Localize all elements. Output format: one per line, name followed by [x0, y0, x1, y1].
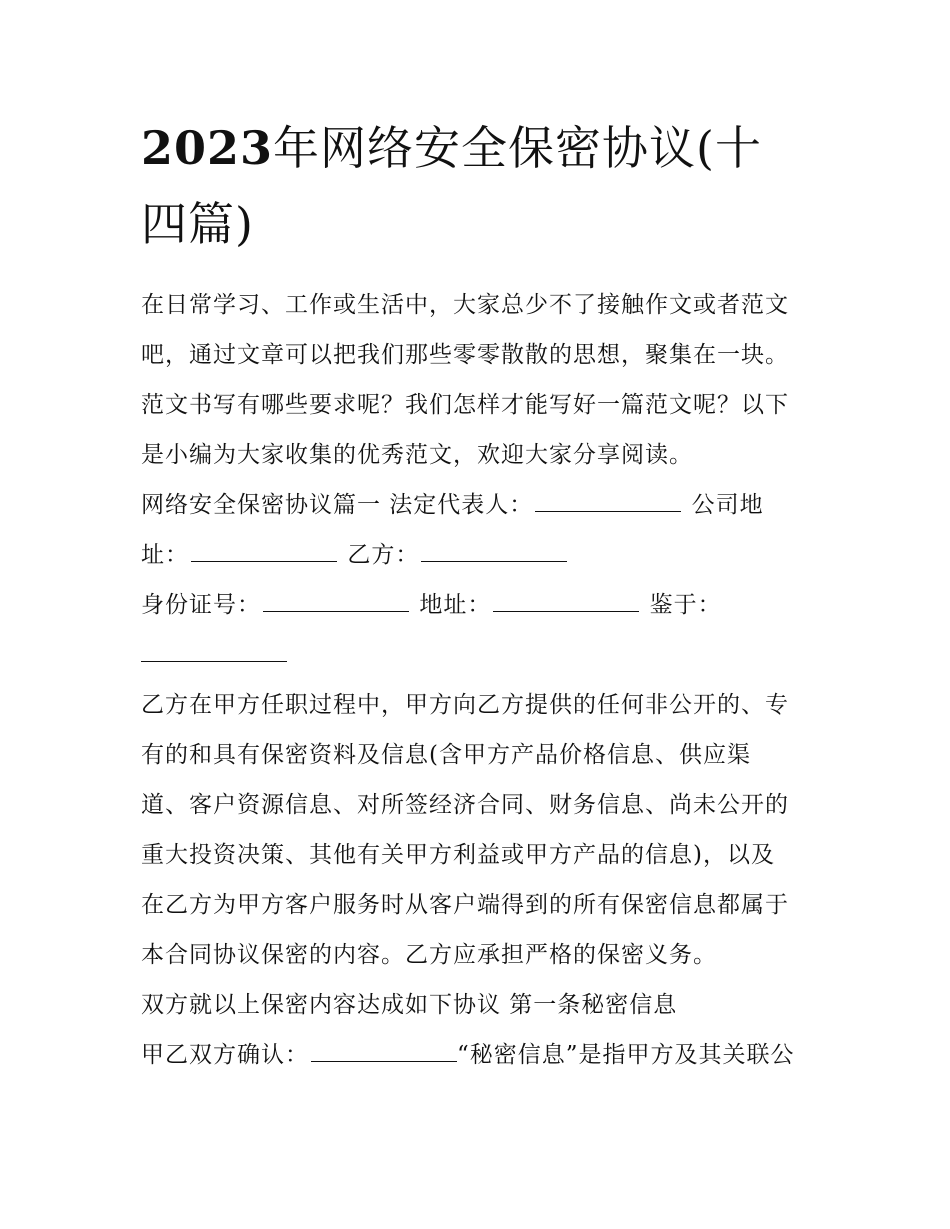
party-b-label: 乙方：: [347, 542, 420, 568]
agreement-section: [141, 980, 821, 1080]
parties-line-4: [141, 630, 821, 680]
intro-paragraph: [141, 280, 821, 480]
parties-line-1: [141, 480, 821, 530]
whereas-label: 鉴于：: [649, 592, 722, 618]
address-label-cont: 址：: [141, 542, 189, 568]
intro-line: 吧，通过文章可以把我们那些零零散散的思想，聚集在一块。: [141, 342, 789, 368]
agreement-line: 双方就以上保密内容达成如下协议 第一条秘密信息: [141, 992, 678, 1018]
legal-rep-label: 网络安全保密协议篇一 法定代表人：: [141, 492, 534, 518]
title-year: 2023: [141, 121, 274, 175]
parties-line-3: [141, 580, 821, 630]
document-title: [141, 110, 821, 262]
address-blank[interactable]: [493, 589, 639, 612]
id-number-blank[interactable]: [263, 589, 409, 612]
address-label: 地址：: [419, 592, 492, 618]
confirm-label: 甲乙双方确认：: [141, 1042, 309, 1068]
parties-line-2: [141, 530, 821, 580]
whereas-blank[interactable]: [141, 639, 287, 662]
company-address-label: 公司地: [691, 492, 764, 518]
parties-section: [141, 480, 821, 680]
confirm-line: [141, 1030, 821, 1080]
intro-line: 范文书写有哪些要求呢？我们怎样才能写好一篇范文呢？以下: [141, 392, 789, 418]
recital-line: 重大投资决策、其他有关甲方利益或甲方产品的信息)，以及: [141, 842, 775, 868]
party-b-blank[interactable]: [421, 539, 567, 562]
recital-line: 乙方在甲方任职过程中，甲方向乙方提供的任何非公开的、专: [141, 692, 789, 718]
company-address-blank[interactable]: [191, 539, 337, 562]
recital-line: 有的和具有保密资料及信息(含甲方产品价格信息、供应渠: [141, 742, 751, 768]
id-number-label: 身份证号：: [141, 592, 261, 618]
confirm-blank[interactable]: [311, 1039, 457, 1062]
intro-line: 在日常学习、工作或生活中，大家总少不了接触作文或者范文: [141, 292, 789, 318]
intro-line: 是小编为大家收集的优秀范文，欢迎大家分享阅读。: [141, 442, 693, 468]
recital-line: 在乙方为甲方客户服务时从客户端得到的所有保密信息都属于: [141, 892, 789, 918]
document-page: [141, 110, 821, 1080]
title-line-1: [141, 110, 821, 186]
recitals-paragraph: [141, 680, 821, 980]
recital-line: 本合同协议保密的内容。乙方应承担严格的保密义务。: [141, 942, 717, 968]
legal-rep-blank[interactable]: [535, 489, 681, 512]
recital-line: 道、客户资源信息、对所签经济合同、财务信息、尚未公开的: [141, 792, 789, 818]
title-line-1-rest: 年网络安全保密协议(十: [273, 121, 762, 175]
title-line-2: 四篇): [141, 197, 254, 251]
confirm-text: “秘密信息”是指甲方及其关联公: [457, 1042, 795, 1068]
